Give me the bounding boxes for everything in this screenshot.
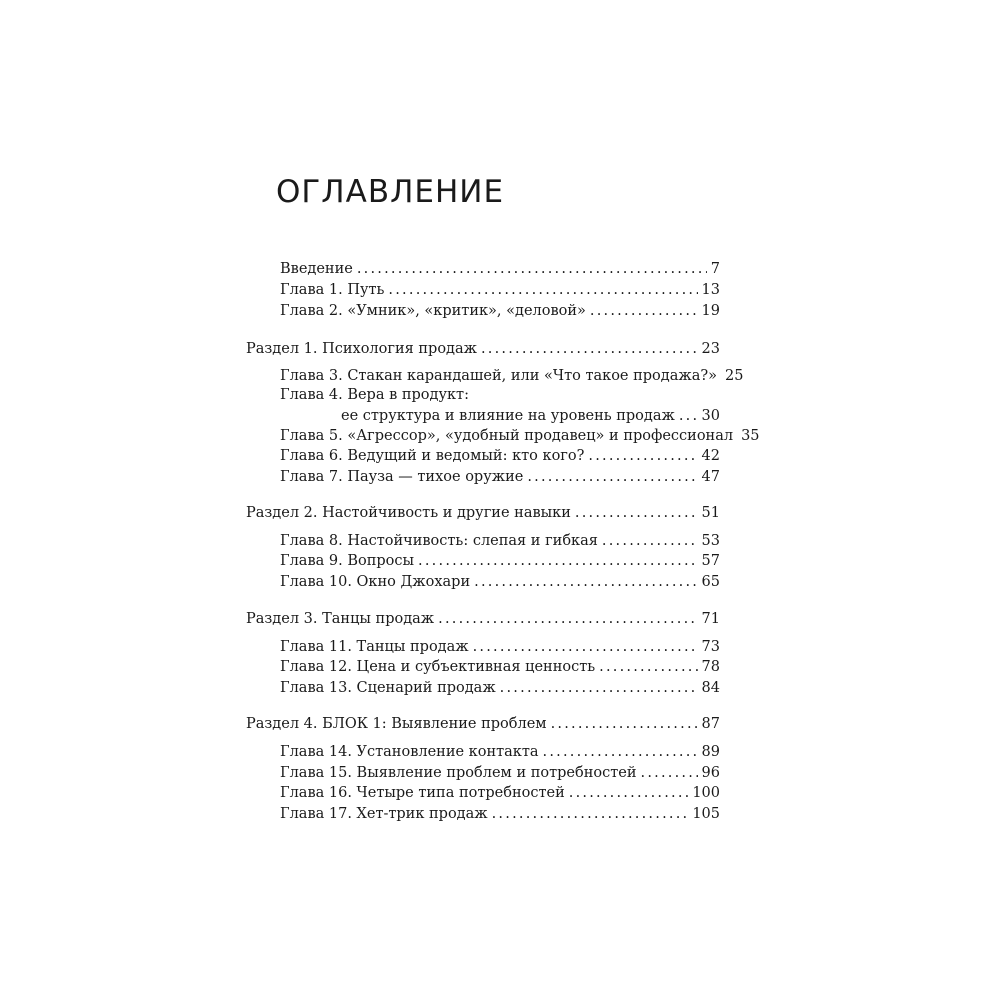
toc-entry-chapter-17 (280, 804, 720, 824)
toc-entry-page: 47 (701, 469, 720, 485)
toc-entry-label: Глава 2. «Умник», «критик», «деловой» (280, 303, 586, 319)
toc-entry-chapter-15 (280, 763, 720, 783)
toc-entry-label: Глава 15. Выявление проблем и потребностей (280, 765, 637, 781)
toc-entry-page: 57 (701, 553, 720, 569)
toc-entry-chapter-14 (280, 742, 720, 762)
dot-leader (527, 467, 697, 487)
toc-entry-chapter-16 (280, 783, 720, 803)
toc-entry-label: Введение (280, 261, 353, 277)
toc-entry-intro (280, 259, 720, 279)
toc-entry-label: Глава 17. Хет-трик продаж (280, 806, 488, 822)
toc-entry-chapter-7 (280, 467, 720, 487)
toc-entry-chapter-2 (280, 301, 720, 321)
toc-entry-page: 71 (701, 611, 720, 627)
dot-leader (543, 742, 698, 762)
toc-entry-chapter-5 (280, 426, 760, 446)
dot-leader (418, 551, 698, 571)
toc-entry-page: 87 (701, 716, 720, 732)
toc-entry-chapter-13 (280, 678, 720, 698)
toc-entry-page: 65 (701, 574, 720, 590)
toc-entry-label: Глава 9. Вопросы (280, 553, 415, 569)
toc-entry-page: 23 (701, 341, 720, 357)
toc-entry-label: Глава 8. Настойчивость: слепая и гибкая (280, 533, 598, 549)
toc-entry-page: 78 (701, 659, 720, 675)
toc-entry-chapter-3 (280, 366, 744, 386)
dot-leader (575, 503, 698, 523)
dot-leader (588, 446, 697, 466)
toc-entry-chapter-9 (280, 551, 720, 571)
toc-entry-chapter-1 (280, 280, 720, 300)
toc-entry-section-2 (246, 503, 720, 523)
toc-entry-label: Раздел 4. БЛОК 1: Выявление проблем (246, 716, 547, 732)
toc-entry-section-1 (246, 339, 720, 359)
page-title: ОГЛАВЛЕНИЕ (276, 174, 505, 210)
toc-entry-label: Глава 6. Ведущий и ведомый: кто кого? (280, 448, 585, 464)
toc-entry-label: ее структура и влияние на уровень продаж (341, 408, 675, 424)
toc-entry-label: Глава 16. Четыре типа потребностей (280, 785, 565, 801)
dot-leader (481, 339, 698, 359)
toc-entry-page: 73 (701, 639, 720, 655)
toc-entry-page: 53 (701, 533, 720, 549)
dot-leader (357, 259, 707, 279)
toc-entry-label: Глава 7. Пауза — тихое оружие (280, 469, 524, 485)
dot-leader (473, 637, 698, 657)
dot-leader (569, 783, 689, 803)
toc-entry-page: 42 (701, 448, 720, 464)
toc-entry-chapter-4-heading: Глава 4. Вера в продукт: (280, 387, 469, 403)
toc-entry-page: 7 (710, 261, 720, 277)
toc-entry-label: Глава 12. Цена и субъективная ценность (280, 659, 596, 675)
dot-leader (388, 280, 697, 300)
toc-entry-chapter-12 (280, 657, 720, 677)
dot-leader (602, 531, 698, 551)
dot-leader (500, 678, 698, 698)
dot-leader (590, 301, 698, 321)
toc-entry-page: 100 (692, 785, 720, 801)
toc-entry-label: Раздел 2. Настойчивость и другие навыки (246, 505, 571, 521)
dot-leader (438, 609, 697, 629)
toc-entry-label: Глава 13. Сценарий продаж (280, 680, 496, 696)
toc-entry-page: 19 (701, 303, 720, 319)
toc-entry-page: 25 (725, 368, 744, 384)
toc-entry-page: 35 (741, 428, 760, 444)
toc-entry-page: 89 (701, 744, 720, 760)
dot-leader (474, 572, 697, 592)
toc-entry-chapter-11 (280, 637, 720, 657)
toc-entry-label: Глава 3. Стакан карандашей, или «Что такое продажа?» (280, 368, 717, 384)
dot-leader (551, 714, 698, 734)
dot-leader (641, 763, 698, 783)
toc-entry-label: Раздел 3. Танцы продаж (246, 611, 435, 627)
toc-entry-page: 13 (701, 282, 720, 298)
toc-entry-section-4 (246, 714, 720, 734)
toc-entry-label: Глава 11. Танцы продаж (280, 639, 469, 655)
toc-entry-page: 51 (701, 505, 720, 521)
toc-entry-page: 105 (692, 806, 720, 822)
dot-leader (599, 657, 697, 677)
toc-entry-label: Раздел 1. Психология продаж (246, 341, 477, 357)
dot-leader (679, 406, 698, 426)
toc-entry-label: Глава 1. Путь (280, 282, 385, 298)
toc-entry-page: 30 (701, 408, 720, 424)
toc-entry-page: 96 (701, 765, 720, 781)
toc-entry-chapter-8 (280, 531, 720, 551)
toc-entry-section-3 (246, 609, 720, 629)
toc-entry-chapter-6 (280, 446, 720, 466)
toc-entry-chapter-4 (341, 406, 720, 426)
toc-entry-page: 84 (701, 680, 720, 696)
toc-entry-label: Глава 10. Окно Джохари (280, 574, 471, 590)
dot-leader (492, 804, 689, 824)
toc-entry-label: Глава 5. «Агрессор», «удобный продавец» и профессионал (280, 428, 734, 444)
toc-entry-label: Глава 14. Установление контакта (280, 744, 539, 760)
toc-entry-chapter-10 (280, 572, 720, 592)
